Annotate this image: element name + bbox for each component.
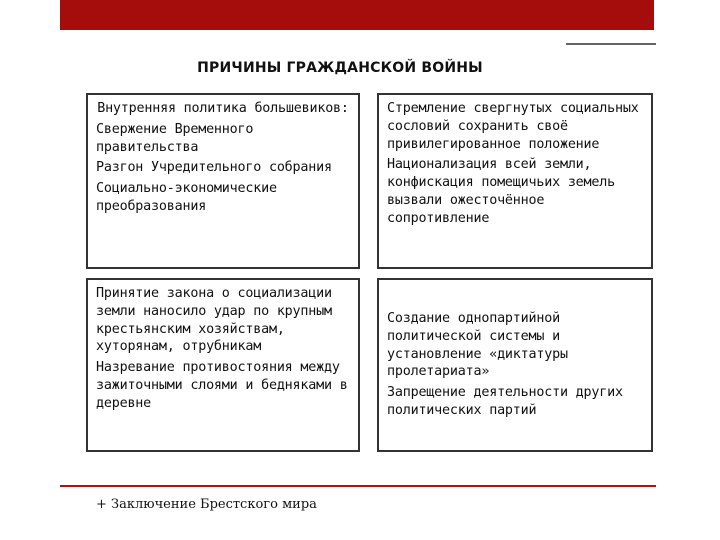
box-item: Свержение Временного правительства — [96, 121, 254, 155]
box-item: Социально-экономические преобразования — [96, 181, 277, 214]
box-heading: Внутренняя политика большевиков: — [97, 101, 349, 116]
header-band — [60, 0, 654, 30]
box-item: Запрещение деятельности других политических партий — [387, 385, 623, 418]
cause-box-one-party-system — [377, 278, 653, 452]
box-item: Национализация всей земли, конфискация помещичьих земель вызвали ожесточённое сопротивление — [387, 157, 615, 226]
box-item: Принятие закона о социализации земли наносило удар по крупным крестьянским хозяйствам, хуторянам, отрубникам — [96, 286, 332, 355]
cause-box-internal-policy — [86, 93, 360, 269]
box-item: Стремление свергнутых социальных сословий сохранить своё привилегированное положение — [387, 101, 639, 152]
divider-line — [60, 485, 656, 487]
footer-note: + Заключение Брестского мира — [96, 497, 317, 512]
scan-panel — [60, 40, 665, 462]
cause-box-land-law — [86, 278, 360, 452]
box-item: Разгон Учредительного собрания — [96, 160, 332, 176]
box-item: Создание однопартийной политической системы и установление «диктатуры пролетариата» — [387, 311, 568, 380]
box-item: Назревание противостояния между зажиточными слоями и бедняками в деревне — [96, 360, 348, 411]
cause-box-overthrown-classes — [377, 93, 653, 269]
page-title: ПРИЧИНЫ ГРАЖДАНСКОЙ ВОЙНЫ — [197, 60, 483, 76]
header-scribble — [566, 43, 656, 48]
